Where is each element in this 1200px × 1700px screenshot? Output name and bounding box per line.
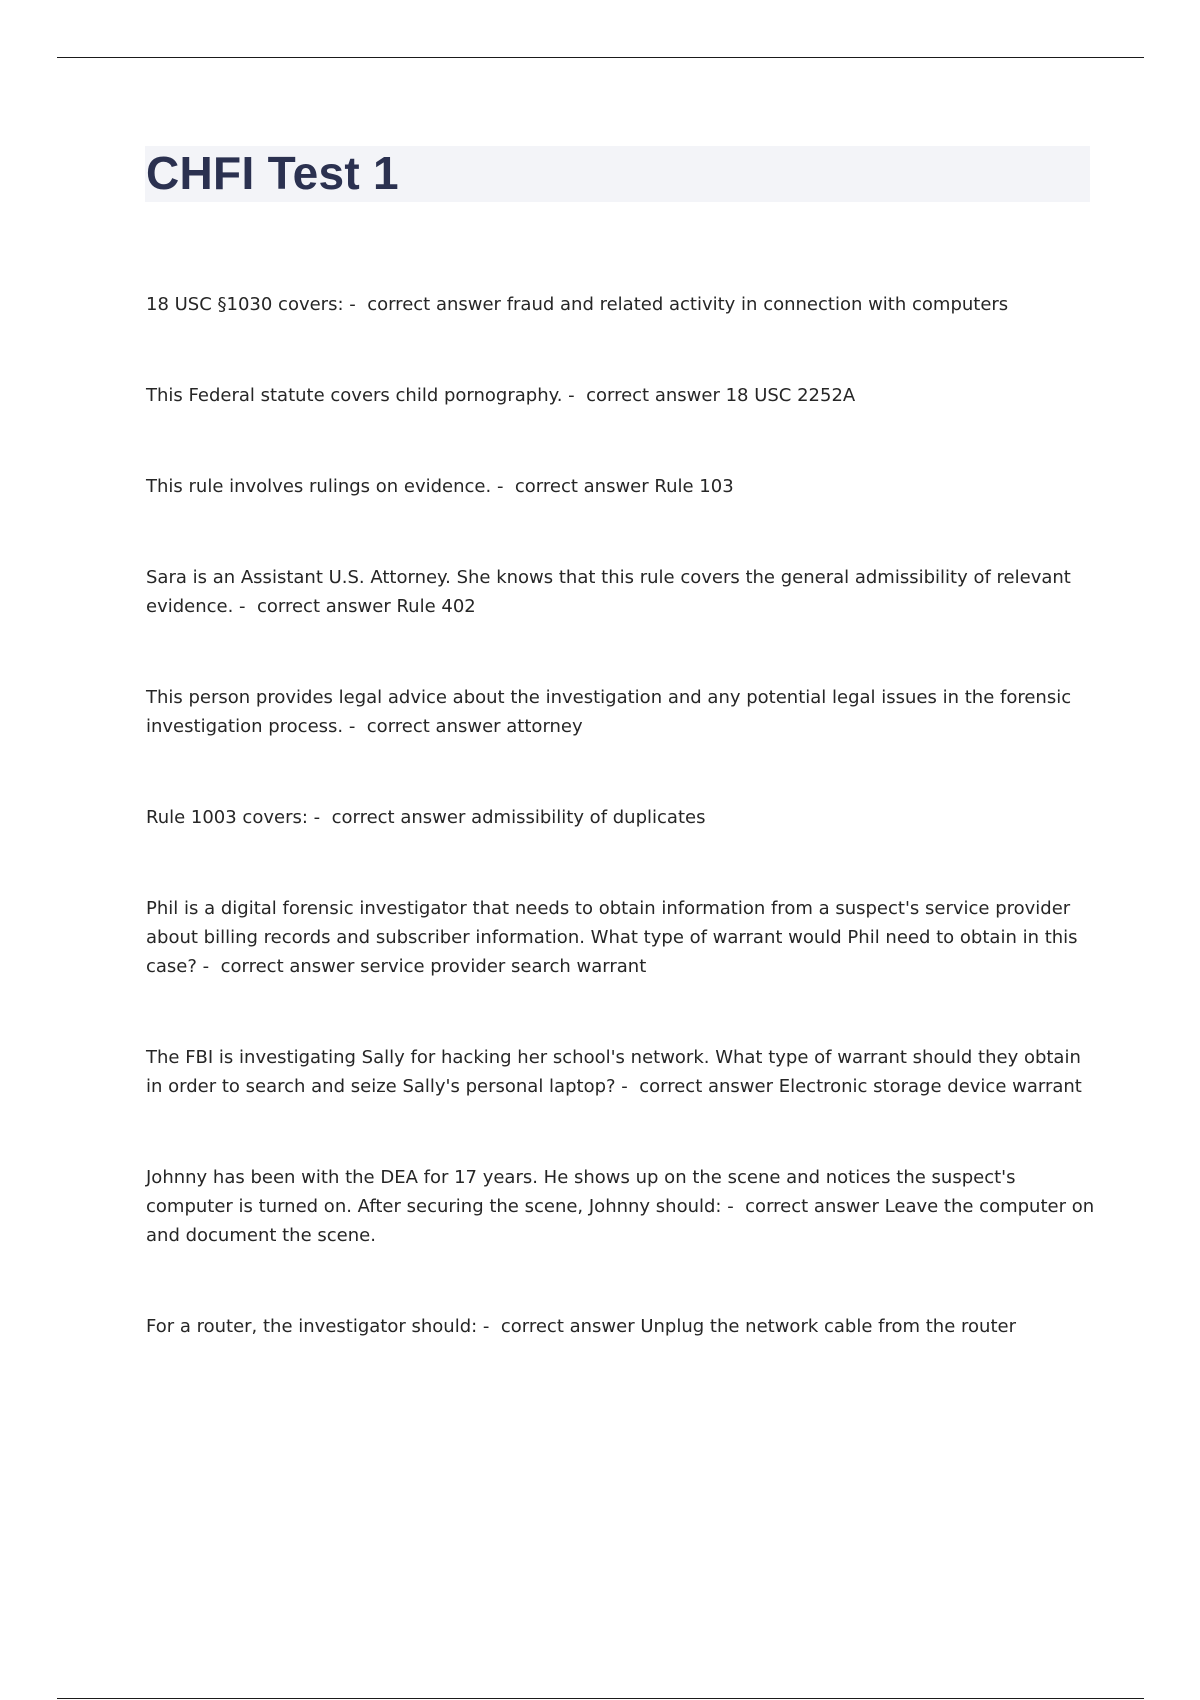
answer-text: Unplug the network cable from the router bbox=[640, 1316, 1016, 1337]
qa-item bbox=[146, 803, 1096, 832]
answer-separator: - correct answer bbox=[233, 596, 397, 617]
qa-item bbox=[146, 381, 1096, 410]
answer-separator: - correct answer bbox=[721, 1196, 885, 1217]
header-divider bbox=[57, 57, 1144, 58]
qa-item bbox=[146, 683, 1096, 741]
answer-separator: - correct answer bbox=[343, 294, 507, 315]
footer-divider bbox=[57, 1698, 1144, 1699]
question-text: For a router, the investigator should: bbox=[146, 1316, 478, 1337]
qa-item bbox=[146, 1312, 1096, 1341]
question-text: Phil is a digital forensic investigator that needs to obtain information from a suspect's service provider about billing records and subscriber information. What type of warrant would Phil need to obtain in this case? bbox=[146, 898, 1078, 977]
answer-text: Rule 103 bbox=[654, 476, 734, 497]
question-text: This Federal statute covers child pornography. bbox=[146, 385, 563, 406]
qa-item bbox=[146, 472, 1096, 501]
answer-separator: - correct answer bbox=[615, 1076, 779, 1097]
qa-item bbox=[146, 563, 1096, 621]
answer-separator: - correct answer bbox=[477, 1316, 641, 1337]
answer-separator: - correct answer bbox=[307, 807, 472, 828]
qa-list bbox=[146, 290, 1096, 1403]
qa-item bbox=[146, 290, 1096, 319]
question-text: This person provides legal advice about the investigation and any potential legal issues in the forensic investigation process. bbox=[146, 687, 1072, 737]
question-text: This rule involves rulings on evidence. bbox=[146, 476, 492, 497]
answer-separator: - correct answer bbox=[343, 716, 507, 737]
answer-text: service provider search warrant bbox=[360, 956, 647, 977]
answer-text: Rule 402 bbox=[396, 596, 476, 617]
question-text: 18 USC §1030 covers: bbox=[146, 294, 344, 315]
question-text: Rule 1003 covers: bbox=[146, 807, 308, 828]
qa-item bbox=[146, 1043, 1096, 1101]
answer-separator: - correct answer bbox=[196, 956, 361, 977]
answer-separator: - correct answer bbox=[562, 385, 726, 406]
question-text: The FBI is investigating Sally for hacking her school's network. What type of warrant should they obtain in order to search and seize Sally's personal laptop? bbox=[146, 1047, 1081, 1097]
answer-text: Leave the computer on and document the scene. bbox=[146, 1196, 1095, 1246]
answer-text: attorney bbox=[506, 716, 583, 737]
answer-separator: - correct answer bbox=[491, 476, 655, 497]
question-text: Johnny has been with the DEA for 17 years. He shows up on the scene and notices the suspect's computer is turned on. After securing the scene, Johnny should: bbox=[146, 1167, 1016, 1217]
answer-text: 18 USC 2252A bbox=[725, 385, 856, 406]
answer-text: admissibility of duplicates bbox=[471, 807, 706, 828]
qa-item bbox=[146, 894, 1096, 981]
document-title: CHFI Test 1 bbox=[146, 147, 399, 199]
answer-text: fraud and related activity in connection with computers bbox=[506, 294, 1009, 315]
answer-text: Electronic storage device warrant bbox=[778, 1076, 1082, 1097]
qa-item bbox=[146, 1163, 1096, 1250]
question-text: Sara is an Assistant U.S. Attorney. She knows that this rule covers the general admissibility of relevant evidence. bbox=[146, 567, 1071, 617]
